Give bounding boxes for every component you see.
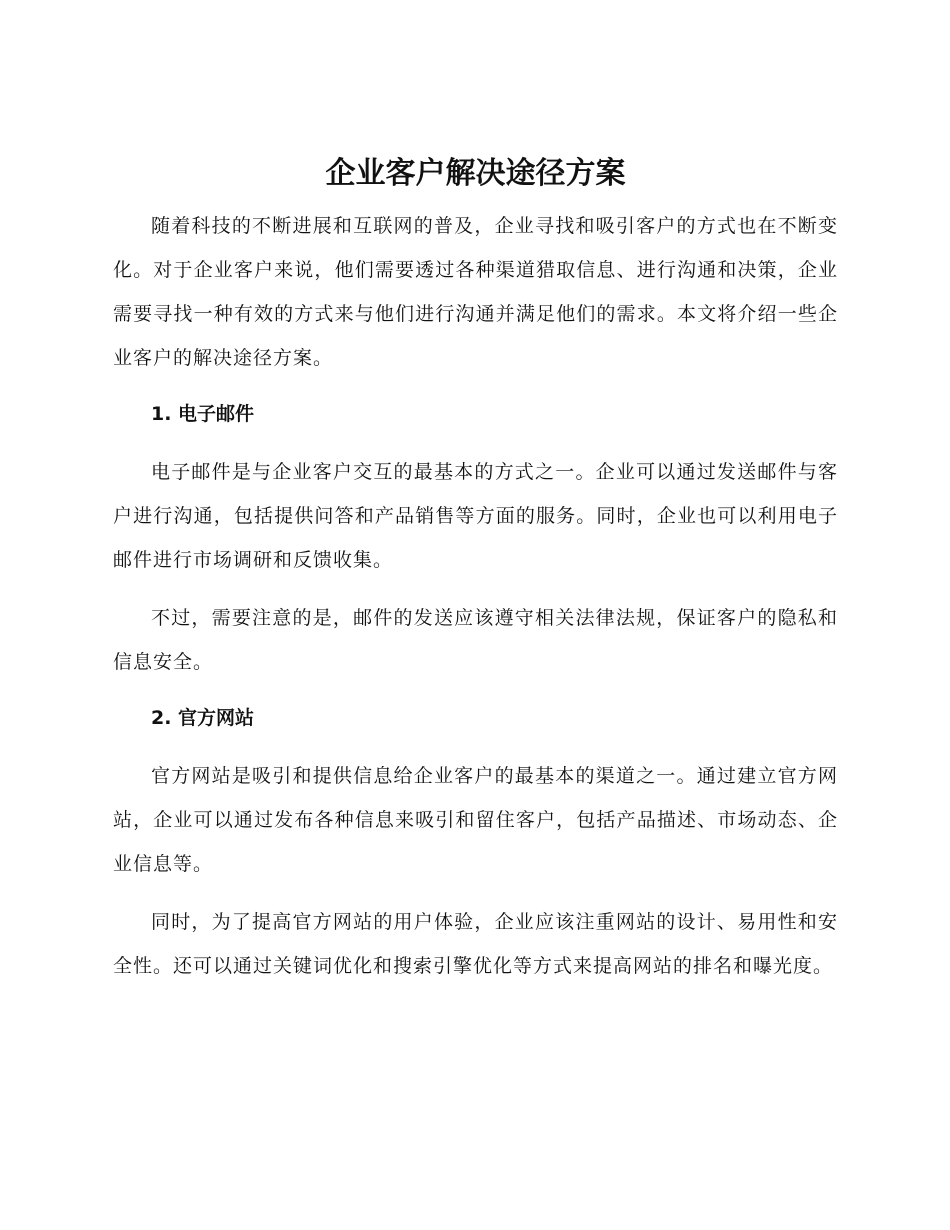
section-paragraph: 官方网站是吸引和提供信息给企业客户的最基本的渠道之一。通过建立官方网站，企业可以通过发布各种信息来吸引和留住客户，包括产品描述、市场动态、企业信息等。 [113, 765, 838, 875]
section-paragraph: 不过，需要注意的是，邮件的发送应该遵守相关法律法规，保证客户的隐私和信息安全。 [113, 607, 838, 673]
section-website [113, 698, 838, 988]
document-page [113, 148, 838, 1002]
section-heading: 1. 电子邮件 [151, 403, 255, 425]
section-paragraph: 同时，为了提高官方网站的用户体验，企业应该注重网站的设计、易用性和安全性。还可以通过关键词优化和搜索引擎优化等方式来提高网站的排名和曝光度。 [113, 911, 838, 977]
section-email [113, 394, 838, 684]
intro-paragraph: 随着科技的不断进展和互联网的普及，企业寻找和吸引客户的方式也在不断变化。对于企业客户来说，他们需要透过各种渠道猎取信息、进行沟通和决策，企业需要寻找一种有效的方式来与他们进行沟通并满足他们的需求。本文将介绍一些企业客户的解决途径方案。 [113, 215, 838, 369]
page-title: 企业客户解决途径方案 [325, 156, 626, 191]
section-paragraph: 电子邮件是与企业客户交互的最基本的方式之一。企业可以通过发送邮件与客户进行沟通，包括提供问答和产品销售等方面的服务。同时，企业也可以利用电子邮件进行市场调研和反馈收集。 [113, 461, 838, 571]
section-heading: 2. 官方网站 [151, 707, 255, 729]
